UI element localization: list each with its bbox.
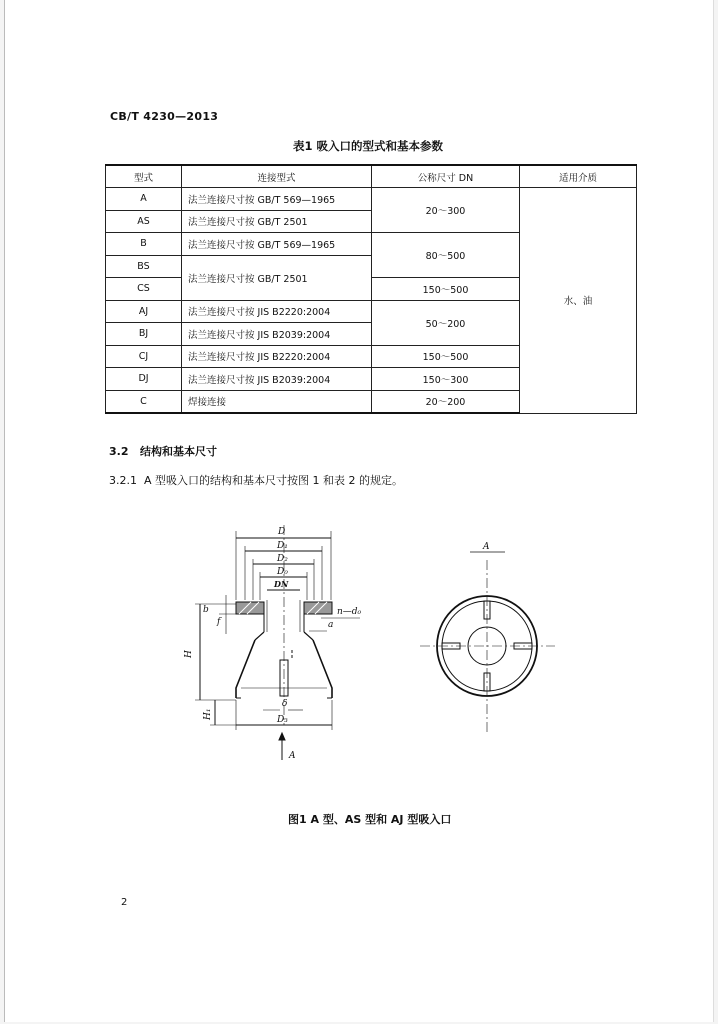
label-D3: D₃: [277, 715, 288, 725]
header-dn: 公称尺寸 DN: [372, 165, 520, 188]
cell-connection: 法兰连接尺寸按 GB/T 2501: [182, 210, 372, 233]
label-b: b: [203, 605, 209, 615]
cone-right: [313, 640, 332, 698]
cell-type: CJ: [106, 345, 182, 368]
cell-connection: 法兰连接尺寸按 GB/T 569—1965: [182, 188, 372, 211]
cell-type: BS: [106, 255, 182, 278]
cell-dn: 80～500: [372, 233, 520, 278]
label-delta: δ: [282, 699, 288, 709]
label-a: a: [328, 620, 334, 630]
label-f: f: [217, 617, 221, 627]
cell-dn: 150～500: [372, 278, 520, 301]
label-H1: H₁: [203, 708, 213, 720]
label-n-d0: n—d₀: [337, 607, 362, 617]
label-D2: D₂: [277, 554, 288, 564]
header-medium: 适用介质: [520, 165, 637, 188]
label-D1: D₁: [277, 541, 288, 551]
figure-1-drawing: [5, 0, 713, 800]
paragraph-number: 3.2.1: [109, 474, 137, 487]
cell-connection: 法兰连接尺寸按 JIS B2039:2004: [182, 323, 372, 346]
label-D0: D₀: [277, 567, 288, 577]
cell-medium: 水、油: [520, 188, 637, 414]
cell-type: C: [106, 390, 182, 413]
cell-dn: 150～300: [372, 368, 520, 391]
cell-type: AS: [106, 210, 182, 233]
label-D: D: [278, 527, 286, 537]
page-number: 2: [121, 897, 128, 908]
cell-type: B: [106, 233, 182, 256]
paragraph-text: A 型吸入口的结构和基本尺寸按图 1 和表 2 的规定。: [144, 474, 404, 487]
section-title: 结构和基本尺寸: [140, 445, 217, 458]
document-page: [4, 0, 714, 1022]
cell-type: A: [106, 188, 182, 211]
cell-type: DJ: [106, 368, 182, 391]
label-H: H: [184, 650, 194, 658]
cell-dn: 150～500: [372, 345, 520, 368]
label-A-plan: A: [483, 542, 490, 552]
cone-left: [236, 640, 255, 698]
section-number: 3.2: [109, 445, 129, 458]
cell-dn: 50～200: [372, 300, 520, 345]
cell-connection: 法兰连接尺寸按 GB/T 569—1965: [182, 233, 372, 256]
cell-connection: 法兰连接尺寸按 GB/T 2501: [182, 255, 372, 300]
cell-connection: 法兰连接尺寸按 JIS B2220:2004: [182, 345, 372, 368]
header-connection: 连接型式: [182, 165, 372, 188]
label-DN: DN: [274, 579, 289, 589]
figure-caption: 图1 A 型、AS 型和 AJ 型吸入口: [288, 813, 452, 826]
cell-type: CS: [106, 278, 182, 301]
cell-dn: 20～300: [372, 188, 520, 233]
cell-dn: 20～200: [372, 390, 520, 413]
header-type: 型式: [106, 165, 182, 188]
cell-type: AJ: [106, 300, 182, 323]
label-A-side: A: [289, 751, 296, 761]
cell-connection: 法兰连接尺寸按 JIS B2039:2004: [182, 368, 372, 391]
cell-connection: 法兰连接尺寸按 JIS B2220:2004: [182, 300, 372, 323]
cell-type: BJ: [106, 323, 182, 346]
standard-number: CB/T 4230—2013: [110, 110, 219, 123]
table-title: 表1 吸入口的型式和基本参数: [293, 139, 444, 153]
cell-connection: 焊接连接: [182, 390, 372, 413]
